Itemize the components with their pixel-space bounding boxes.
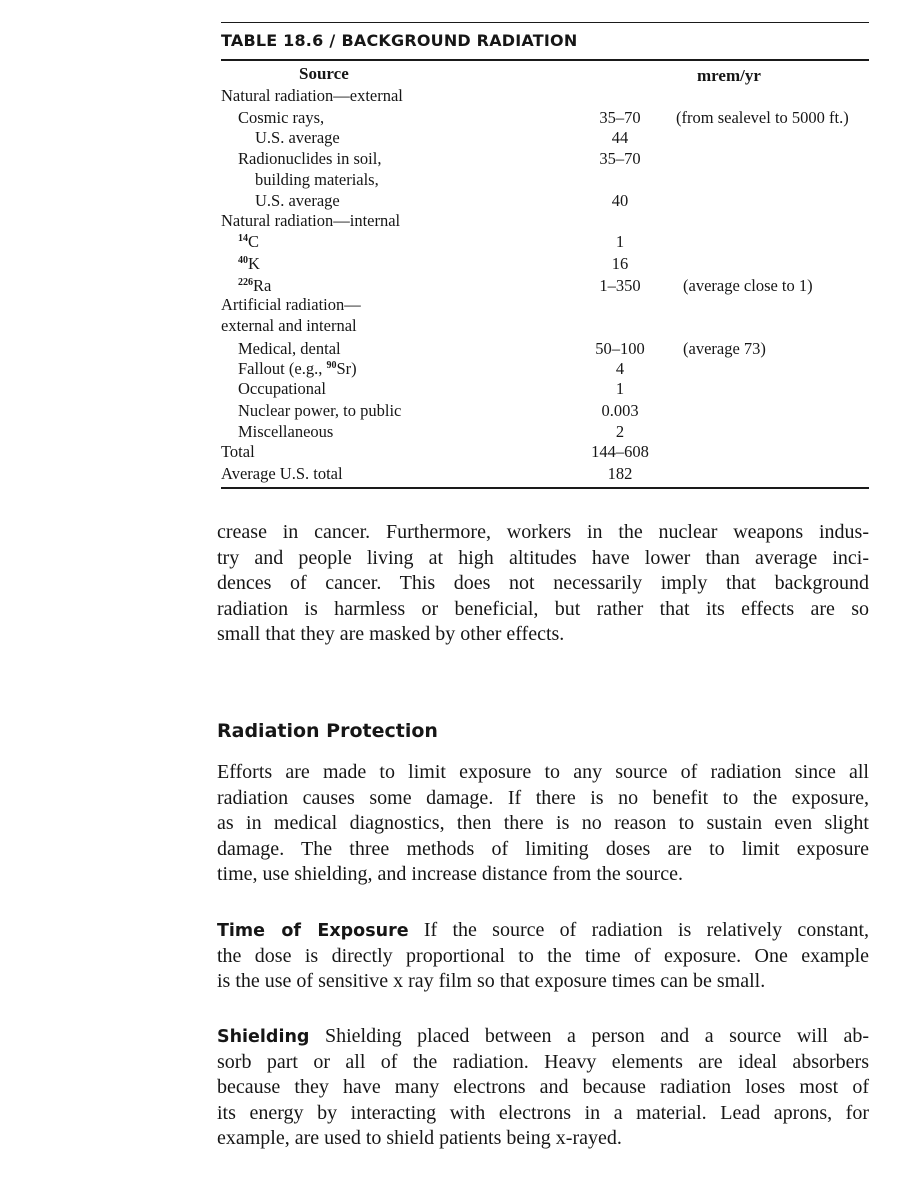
source-cell: Cosmic rays, xyxy=(238,108,325,127)
text-line xyxy=(217,918,869,944)
table-row xyxy=(0,294,921,315)
text-line: Efforts are made to limit exposure to any source of radiation since all xyxy=(217,761,869,783)
text-line: example, are used to shield patients being x-rayed. xyxy=(217,1127,622,1149)
table-row xyxy=(0,85,921,106)
section-heading: Radiation Protection xyxy=(217,720,438,742)
source-cell: Radionuclides in soil, xyxy=(238,149,382,168)
text-line: radiation causes some damage. If there is no benefit to the exposure, xyxy=(217,786,869,809)
source-cell: external and internal xyxy=(221,316,357,335)
source-cell: building materials, xyxy=(255,170,379,189)
table-row xyxy=(0,148,921,169)
table-row xyxy=(0,400,921,421)
source-cell: Total xyxy=(221,442,255,461)
shielding-paragraph xyxy=(217,1024,869,1152)
table-row xyxy=(0,231,921,252)
text-line: small that they are masked by other effects. xyxy=(217,623,565,645)
isotope-mass-number: 226 xyxy=(238,277,253,288)
note-cell: (from sealevel to 5000 ft.) xyxy=(676,108,849,127)
source-suffix: Sr) xyxy=(336,359,357,378)
value-cell: 35–70 xyxy=(599,149,641,168)
table-row xyxy=(0,210,921,231)
table-row xyxy=(0,169,921,190)
table-row xyxy=(0,421,921,442)
note-cell: (average close to 1) xyxy=(683,276,813,295)
text-fragment: If the source of radiation is relatively constant, xyxy=(423,919,870,941)
value-cell: 1 xyxy=(615,232,625,251)
run-in-heading: Shielding xyxy=(217,1027,310,1047)
source-cell: Miscellaneous xyxy=(238,422,334,441)
source-cell: Occupational xyxy=(238,379,326,398)
run-in-heading: Time of Exposure xyxy=(217,921,409,941)
table-row xyxy=(0,463,921,484)
source-cell xyxy=(238,358,357,379)
isotope-mass-number: 40 xyxy=(238,255,248,266)
table-row xyxy=(0,441,921,462)
intro-paragraph xyxy=(217,520,869,648)
value-cell: 4 xyxy=(615,359,625,378)
value-cell: 144–608 xyxy=(591,442,649,461)
isotope-mass-number: 90 xyxy=(326,360,337,371)
text-line: sorb part or all of the radiation. Heavy elements are ideal absorbers xyxy=(217,1050,869,1073)
source-cell: Medical, dental xyxy=(238,339,341,358)
value-cell: 0.003 xyxy=(601,401,639,420)
value-cell: 35–70 xyxy=(599,108,641,127)
source-cell: Artificial radiation— xyxy=(221,295,361,314)
source-cell xyxy=(238,275,271,296)
text-line: time, use shielding, and increase distance from the source. xyxy=(217,863,683,885)
table-row xyxy=(0,107,921,128)
source-cell: Natural radiation—external xyxy=(221,86,403,105)
table-row xyxy=(0,338,921,359)
text-line: the dose is directly proportional to the time of exposure. One example xyxy=(217,944,869,967)
isotope-symbol: C xyxy=(248,232,260,251)
value-cell: 16 xyxy=(611,254,629,273)
value-cell: 2 xyxy=(615,422,625,441)
value-cell: 182 xyxy=(607,464,633,483)
text-line: its energy by interacting with electrons in a material. Lead aprons, for xyxy=(217,1101,869,1124)
source-prefix: Fallout (e.g., xyxy=(238,359,327,378)
isotope-symbol: K xyxy=(248,254,260,273)
column-header-units: mrem/yr xyxy=(697,66,761,85)
text-line: dences of cancer. This does not necessarily imply that background xyxy=(217,572,869,594)
isotope-mass-number: 14 xyxy=(238,233,248,244)
source-cell: U.S. average xyxy=(255,191,340,210)
table-row xyxy=(0,253,921,274)
source-cell: Natural radiation—internal xyxy=(221,211,401,230)
text-line: radiation is harmless or beneficial, but rather that its effects are so xyxy=(217,597,869,620)
text-line: try and people living at high altitudes have lower than average inci- xyxy=(217,546,869,569)
table-row xyxy=(0,315,921,336)
source-cell xyxy=(238,231,259,252)
table-title-text: BACKGROUND RADIATION xyxy=(341,31,578,50)
table-row xyxy=(0,190,921,211)
text-line: damage. The three methods of limiting doses are to limit exposure xyxy=(217,837,869,860)
text-line: as in medical diagnostics, then there is no reason to sustain even slight xyxy=(217,812,869,834)
table-body xyxy=(0,0,921,490)
protection-paragraph xyxy=(217,760,869,888)
table-row xyxy=(0,275,921,296)
text-line: crease in cancer. Furthermore, workers in the nuclear weapons indus- xyxy=(217,521,869,543)
source-cell: Average U.S. total xyxy=(221,464,343,483)
source-cell: Nuclear power, to public xyxy=(238,401,402,420)
table-row xyxy=(0,378,921,399)
value-cell: 40 xyxy=(611,191,629,210)
time-of-exposure-paragraph xyxy=(217,918,869,995)
value-cell: 44 xyxy=(611,128,629,147)
table-row xyxy=(0,358,921,379)
note-cell: (average 73) xyxy=(683,339,766,358)
text-line: is the use of sensitive x ray film so that exposure times can be small. xyxy=(217,970,766,992)
source-cell xyxy=(238,253,260,274)
column-header-source: Source xyxy=(299,64,349,83)
value-cell: 1 xyxy=(615,379,625,398)
table-row xyxy=(0,127,921,148)
table-number: TABLE 18.6 xyxy=(221,31,324,50)
isotope-symbol: Ra xyxy=(253,276,272,295)
text-line: because they have many electrons and because radiation loses most of xyxy=(217,1076,869,1098)
table-title-separator: / xyxy=(329,31,336,50)
value-cell: 50–100 xyxy=(595,339,645,358)
value-cell: 1–350 xyxy=(599,276,641,295)
text-line xyxy=(217,1024,869,1050)
text-fragment: Shielding placed between a person and a source will ab- xyxy=(324,1025,869,1047)
source-cell: U.S. average xyxy=(255,128,340,147)
